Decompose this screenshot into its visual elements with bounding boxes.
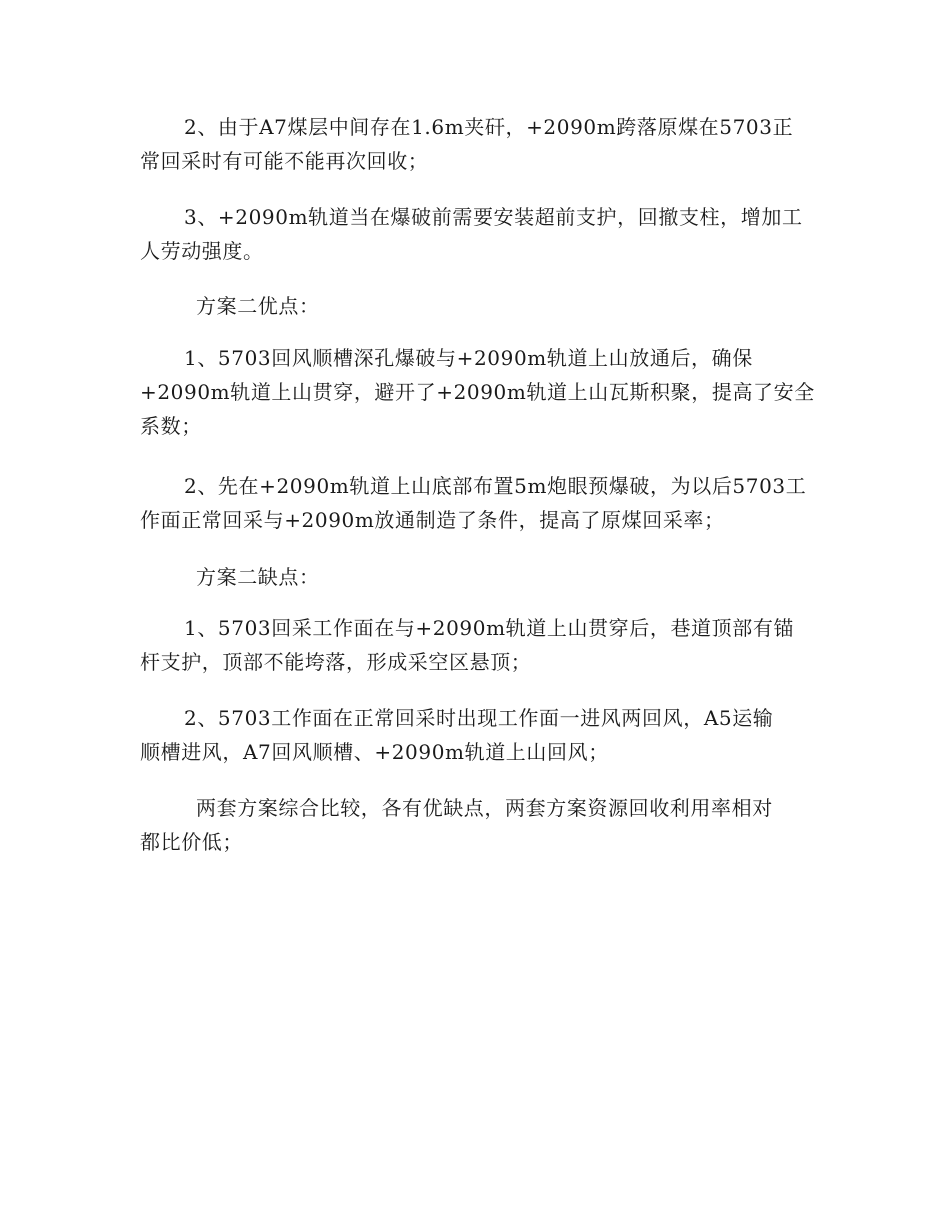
paragraph-advantage-2 [140,469,810,537]
text-line: 方案二缺点： [196,565,320,589]
paragraph-drawback-2 [140,110,810,178]
text-line: 常回采时有可能不能再次回收； [140,149,429,173]
text-line: 2、5703工作面在正常回采时出现工作面一进风两回风，A5运输 [184,706,774,730]
text-line: 作面正常回采与+2090m放通制造了条件，提高了原煤回采率； [140,508,725,532]
paragraph-drawback-3 [140,200,810,268]
paragraph-disadvantage-2 [140,701,810,769]
text-line: 2、由于A7煤层中间存在1.6m夹矸，+2090m跨落原煤在5703正 [184,115,794,139]
text-line: 3、+2090m轨道当在爆破前需要安装超前支护，回撤支柱，增加工 [184,205,803,229]
text-line: 1、5703回采工作面在与+2090m轨道上山贯穿后，巷道顶部有锚 [184,616,795,640]
paragraph-conclusion [140,791,810,859]
text-line: 方案二优点： [196,294,320,318]
heading-plan2-disadvantages [140,560,810,594]
text-line: 系数； [140,414,202,438]
text-line: +2090m轨道上山贯穿，避开了+2090m轨道上山瓦斯积聚，提高了安全 [140,380,815,404]
text-line: 都比价低； [140,830,243,854]
text-line: 2、先在+2090m轨道上山底部布置5m炮眼预爆破，为以后5703工 [184,474,807,498]
heading-plan2-advantages [140,289,810,323]
paragraph-advantage-1 [140,341,815,443]
text-line: 1、5703回风顺槽深孔爆破与+2090m轨道上山放通后，确保 [184,346,753,370]
text-line: 人劳动强度。 [140,239,264,263]
text-line: 顺槽进风，A7回风顺槽、+2090m轨道上山回风； [140,740,609,764]
text-line: 两套方案综合比较，各有优缺点，两套方案资源回收利用率相对 [196,796,773,820]
text-line: 杆支护，顶部不能垮落，形成采空区悬顶； [140,650,532,674]
paragraph-disadvantage-1 [140,611,810,679]
